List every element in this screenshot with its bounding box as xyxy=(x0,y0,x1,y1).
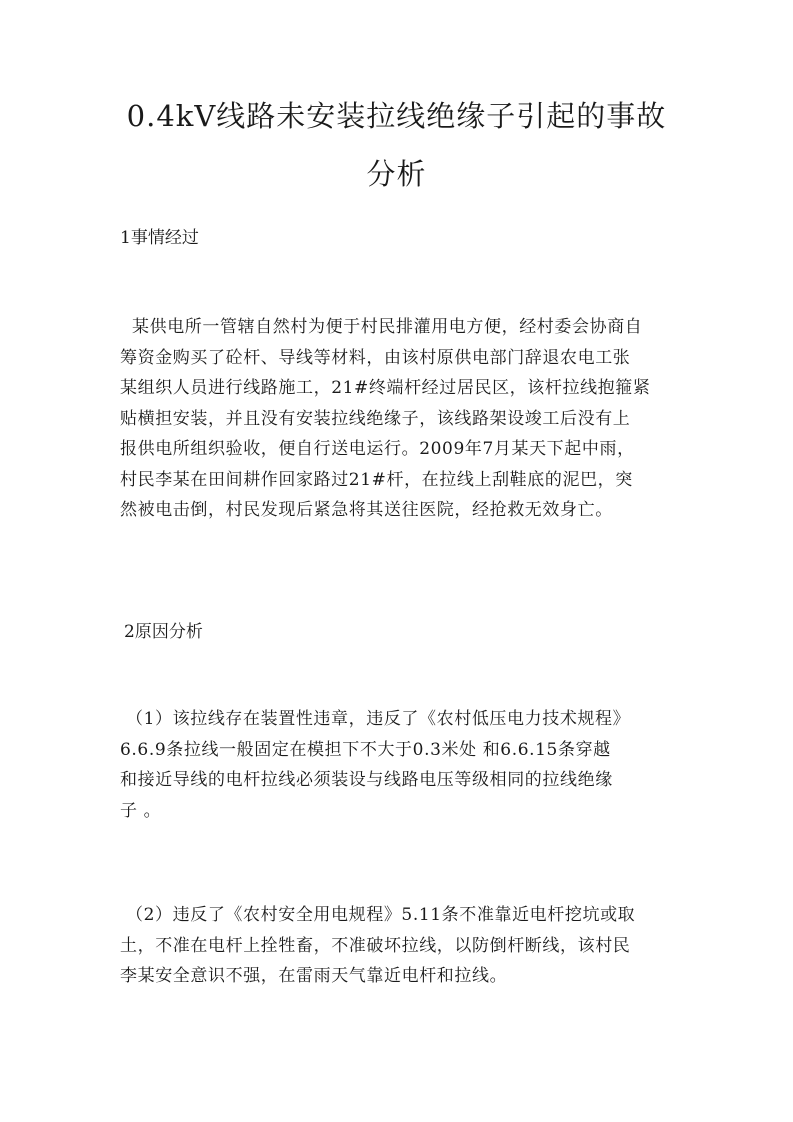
document-title-line-2: 分析 xyxy=(366,157,427,191)
paragraph-line: 某供电所一管辖自然村为便于村民排灌用电方便，经村委会协商自 xyxy=(120,317,643,337)
paragraph-line: 某组织人员进行线路施工，21#终端杆经过居民区，该杆拉线抱箍紧 xyxy=(120,378,651,398)
paragraph-line: （2）违反了《农村安全用电规程》5.11条不准靠近电杆挖坑或取 xyxy=(120,905,636,925)
paragraph-line: 李某安全意识不强，在雷雨天气靠近电杆和拉线。 xyxy=(120,966,508,986)
paragraph-line: 子 。 xyxy=(120,800,162,821)
section1-paragraph xyxy=(120,312,680,526)
paragraph-line: 然被电击倒，村民发现后紧急将其送往医院，经抢救无效身亡。 xyxy=(120,500,613,520)
paragraph-line: 贴横担安装，并且没有安装拉线绝缘子，该线路架设竣工后没有上 xyxy=(120,408,631,429)
section-heading-1: 1事情经过 xyxy=(120,228,199,248)
paragraph-line: 土，不准在电杆上拴牲畜，不准破坏拉线，以防倒杆断线，该村民 xyxy=(120,935,631,956)
paragraph-line: 报供电所组织验收，便自行送电运行。2009年7月某天下起中雨， xyxy=(120,439,635,459)
paragraph-line: （1）该拉线存在装置性违章，违反了《农村低压电力技术规程》 xyxy=(120,709,631,729)
paragraph-line: 6.6.9条拉线一般固定在模担下不大于0.3米处 和6.6.15条穿越 xyxy=(120,739,611,760)
section-heading-2: 2原因分析 xyxy=(124,622,203,642)
paragraph-line: 筹资金购买了砼杆、导线等材料，由该村原供电部门辞退农电工张 xyxy=(120,347,631,368)
section2-paragraph-1 xyxy=(120,704,680,826)
section2-paragraph-2 xyxy=(120,900,680,992)
paragraph-line: 村民李某在田间耕作回家路过21#杆，在拉线上刮鞋底的泥巴，突 xyxy=(120,469,633,490)
document-title-line-1: 0.4kV线路未安装拉线绝缘子引起的事故 xyxy=(126,99,667,133)
paragraph-line: 和接近导线的电杆拉线必须装设与线路电压等级相同的拉线绝缘 xyxy=(120,770,613,790)
